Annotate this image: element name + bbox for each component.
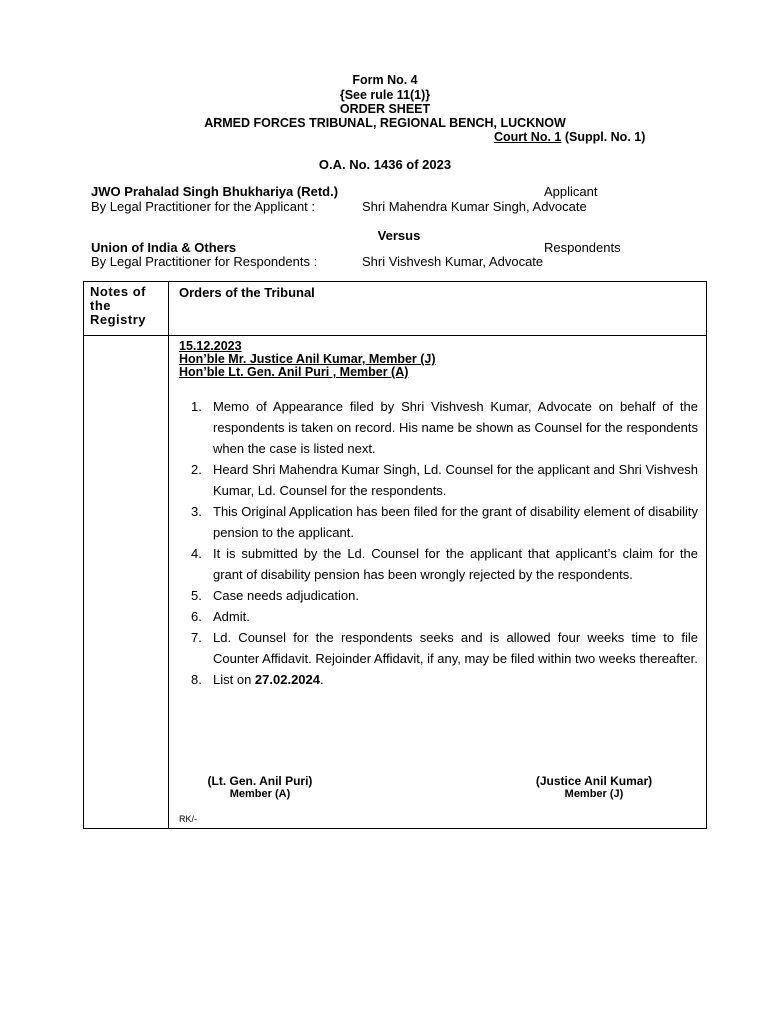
respondents-counsel-label: By Legal Practitioner for Respondents : (91, 254, 318, 269)
notes-header-line-2: the (90, 298, 111, 313)
respondents-counsel-name: Shri Vishvesh Kumar, Advocate (362, 254, 544, 269)
notes-header-line-3: Registry (90, 312, 147, 327)
sheet-title: ORDER SHEET (339, 102, 431, 116)
order-heading (169, 336, 706, 379)
typist-initials: RK/- (179, 814, 197, 824)
applicant-counsel-name: Shri Mahendra Kumar Singh, Advocate (362, 199, 587, 214)
signature-left-role: Member (A) (229, 788, 291, 800)
order-items-list (169, 396, 706, 690)
list-item: 8. List on 27.02.2024. (191, 672, 324, 687)
list-item: 1. Memo of Appearance filed by Shri Vishvesh Kumar, Advocate on behalf of the respondents is taken on record. His name be shown as Counsel for the respondents when the case is listed next. (191, 399, 698, 456)
table-body-row (84, 336, 707, 829)
order-sheet-table (83, 281, 707, 829)
list-item: 2. Heard Shri Mahendra Kumar Singh, Ld. Counsel for the applicant and Shri Vishvesh Kumar, Ld. Counsel for the respondents. (191, 462, 698, 498)
bench-member-judicial: Hon’ble Mr. Justice Anil Kumar, Member (J) (179, 352, 436, 366)
court-label: Court No. 1 (494, 130, 562, 144)
orders-tribunal-header (169, 282, 707, 336)
form-number: Form No. 4 (352, 73, 418, 87)
notes-registry-header (84, 282, 169, 336)
respondents-role: Respondents (544, 240, 621, 255)
list-item: 5. Case needs adjudication. (191, 588, 359, 603)
case-number: O.A. No. 1436 of 2023 (318, 157, 452, 172)
orders-cell (169, 336, 707, 829)
notes-registry-cell (84, 336, 169, 829)
list-item: 7. Ld. Counsel for the respondents seeks and is allowed four weeks time to file Counter Affidavit. Rejoinder Affidavit, if any, may be filed within two weeks thereafter. (191, 630, 698, 666)
list-item: 3. This Original Application has been filed for the grant of disability element of disability pension to the applicant. (191, 504, 698, 540)
applicant-counsel-label: By Legal Practitioner for the Applicant : (91, 199, 316, 214)
versus-label: Versus (377, 228, 421, 243)
tribunal-name: ARMED FORCES TRIBUNAL, REGIONAL BENCH, LUCKNOW (204, 116, 566, 130)
order-date: 15.12.2023 (179, 339, 242, 353)
orders-header-label: Orders of the Tribunal (179, 285, 315, 300)
table-header-row (84, 282, 707, 336)
signature-right-name: (Justice Anil Kumar) (535, 774, 653, 788)
signature-left-name: (Lt. Gen. Anil Puri) (207, 774, 313, 788)
signature-right-role: Member (J) (564, 788, 624, 800)
list-item: 4. It is submitted by the Ld. Counsel for the applicant that applicant’s claim for the grant of disability pension has been wrongly rejected by the respondents. (191, 546, 698, 582)
notes-header-line-1: Notes of (90, 284, 146, 299)
next-listing-date: 27.02.2024 (254, 672, 320, 687)
list-item: 6. Admit. (191, 609, 250, 624)
applicant-name: JWO Prahalad Singh Bhukhariya (Retd.) (91, 184, 339, 199)
respondents-name: Union of India & Others (91, 240, 237, 255)
court-number (494, 130, 645, 145)
rule-reference: {See rule 11(1)} (339, 88, 431, 102)
applicant-role: Applicant (544, 184, 598, 199)
signature-left (185, 775, 335, 801)
signature-right (511, 775, 677, 801)
court-suppl: (Suppl. No. 1) (561, 130, 646, 144)
bench-member-admin: Hon’ble Lt. Gen. Anil Puri , Member (A) (179, 365, 409, 379)
